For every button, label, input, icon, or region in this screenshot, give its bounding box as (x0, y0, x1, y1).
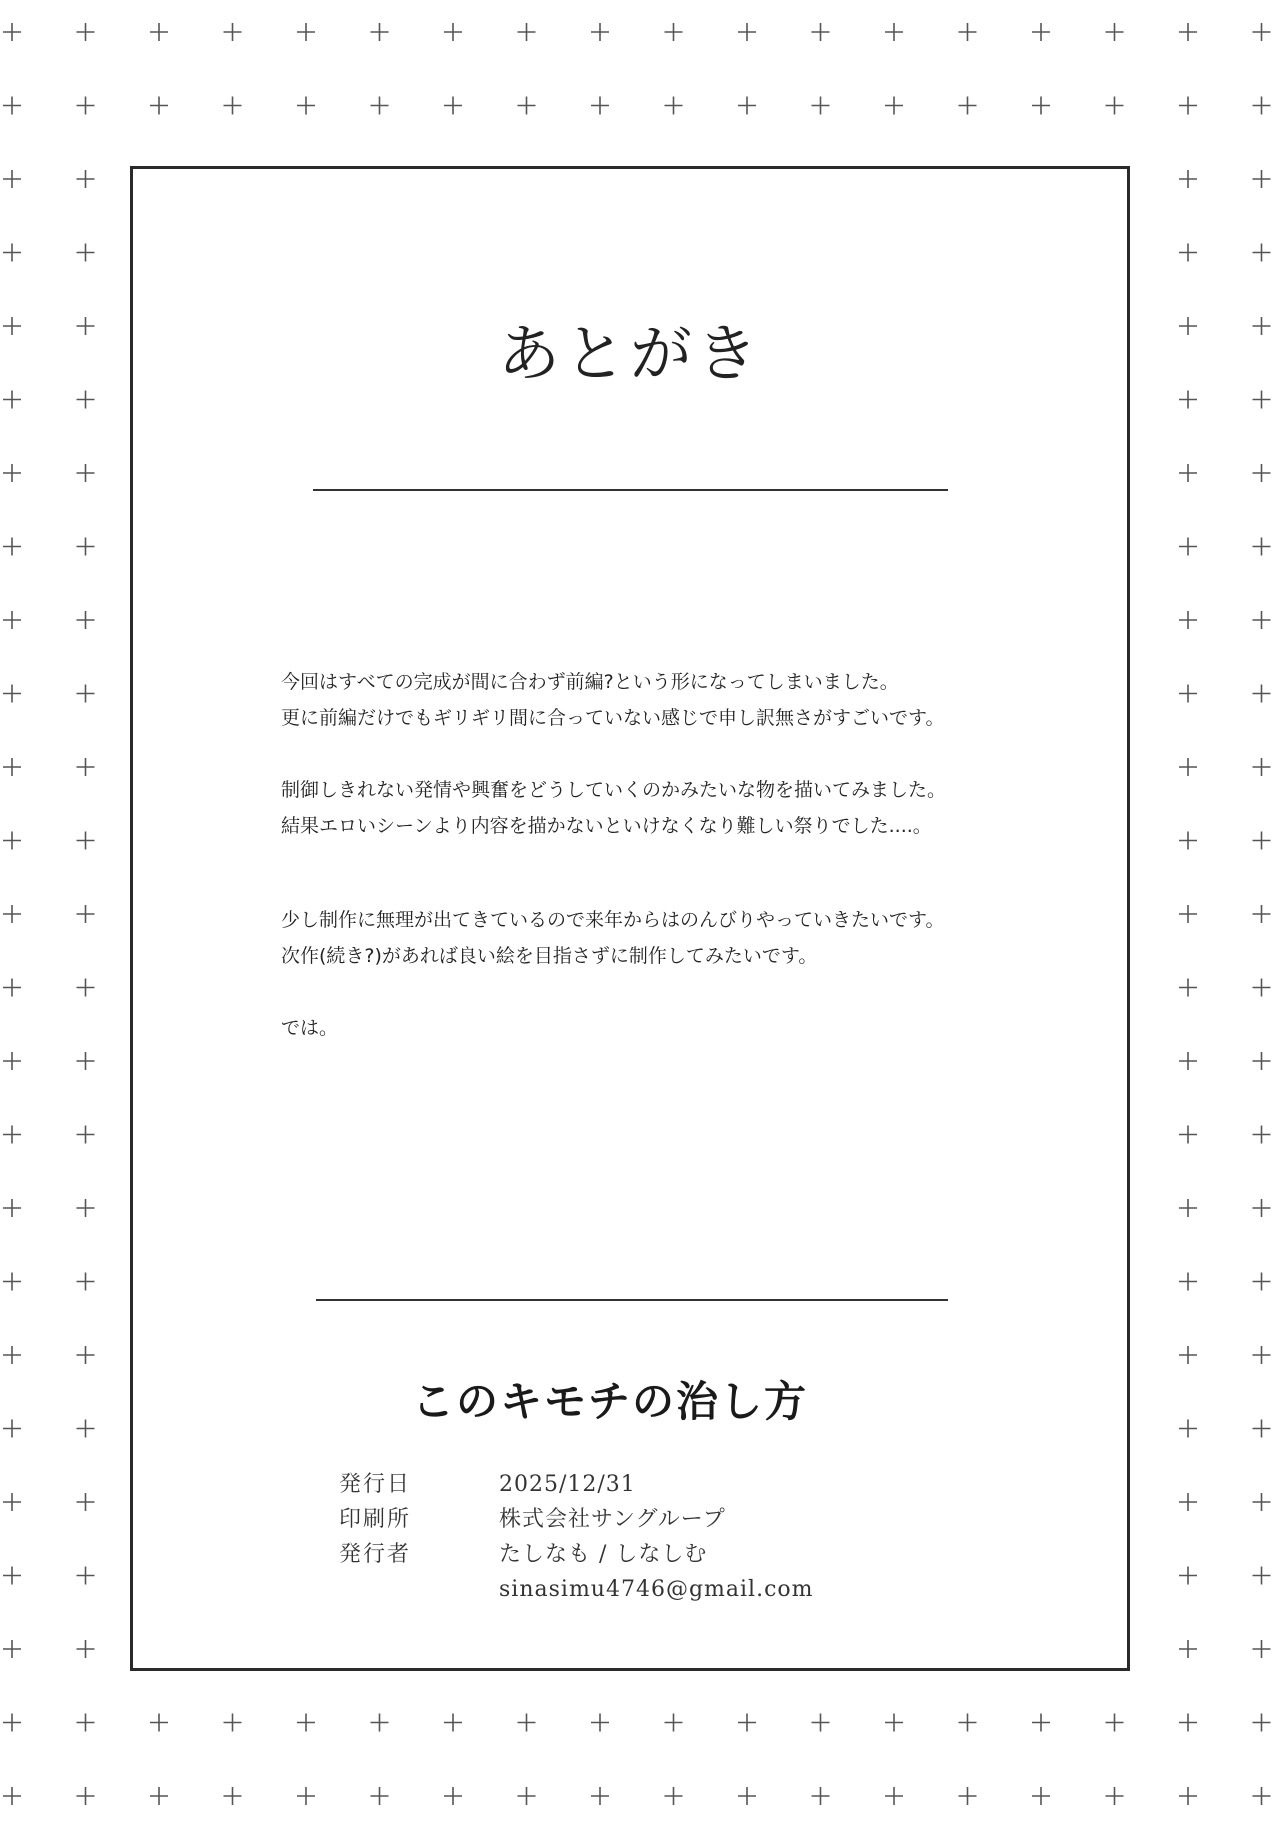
plus-mark (77, 464, 95, 482)
plus-mark (77, 611, 95, 629)
plus-mark (1179, 979, 1197, 997)
paragraph-line: 更に前編だけでもギリギリ間に合っていない感じで申し訳無さがすごいです。 (281, 707, 945, 729)
plus-mark (3, 1199, 21, 1217)
plus-mark (3, 1052, 21, 1070)
plus-mark (1106, 1714, 1124, 1732)
plus-mark (77, 538, 95, 556)
plus-mark (224, 1787, 242, 1805)
plus-mark (1253, 1640, 1271, 1658)
plus-mark (3, 685, 21, 703)
plus-mark (1179, 244, 1197, 262)
plus-mark (77, 685, 95, 703)
plus-mark (77, 1052, 95, 1070)
plus-mark (77, 832, 95, 850)
afterword-frame (130, 166, 1130, 1671)
plus-mark (1253, 1346, 1271, 1364)
plus-mark (444, 1714, 462, 1732)
plus-mark (3, 979, 21, 997)
plus-mark (297, 97, 315, 115)
plus-mark (3, 1787, 21, 1805)
plus-mark (1253, 170, 1271, 188)
plus-mark (77, 758, 95, 776)
plus-mark (738, 23, 756, 41)
colophon-label: 印刷所 (339, 1507, 412, 1532)
plus-mark (1179, 1640, 1197, 1658)
plus-mark (3, 758, 21, 776)
plus-mark (371, 23, 389, 41)
colophon-value: 2025/12/31 (499, 1472, 636, 1497)
plus-mark (1253, 1787, 1271, 1805)
plus-mark (665, 23, 683, 41)
plus-mark (371, 1714, 389, 1732)
title-divider (313, 489, 948, 491)
colophon-label: 発行日 (339, 1472, 412, 1497)
plus-mark (3, 1493, 21, 1511)
plus-mark (518, 97, 536, 115)
plus-mark (3, 1273, 21, 1291)
plus-mark (224, 1714, 242, 1732)
plus-mark (444, 23, 462, 41)
plus-mark (1179, 170, 1197, 188)
plus-mark (77, 97, 95, 115)
plus-mark (1253, 1126, 1271, 1144)
plus-mark (1253, 1493, 1271, 1511)
plus-mark (1179, 1567, 1197, 1585)
plus-mark (1179, 317, 1197, 335)
colophon (339, 1467, 814, 1607)
paragraph-line: 結果エロいシーンより内容を描かないといけなくなり難しい祭りでした....。 (281, 815, 932, 837)
book-title: このキモチの治し方 (411, 1377, 808, 1426)
plus-mark (959, 1787, 977, 1805)
plus-mark (3, 1420, 21, 1438)
colophon-row-publish-date (339, 1467, 814, 1502)
plus-mark (812, 1787, 830, 1805)
plus-mark (1179, 832, 1197, 850)
plus-mark (1253, 758, 1271, 776)
plus-mark (1253, 611, 1271, 629)
plus-mark (1179, 1273, 1197, 1291)
plus-mark (1253, 538, 1271, 556)
plus-mark (885, 23, 903, 41)
plus-mark (3, 1640, 21, 1658)
plus-mark (3, 538, 21, 556)
plus-mark (3, 1346, 21, 1364)
plus-mark (1179, 611, 1197, 629)
plus-mark (77, 979, 95, 997)
contact-email: sinasimu4746@gmail.com (499, 1577, 814, 1602)
plus-mark (1253, 1420, 1271, 1438)
paragraph-2 (281, 772, 1101, 844)
plus-mark (812, 23, 830, 41)
plus-mark (3, 1126, 21, 1144)
plus-mark (1179, 23, 1197, 41)
plus-mark (77, 244, 95, 262)
colophon-label: 発行者 (339, 1542, 412, 1567)
paragraph-line: 次作(続き?)があれば良い絵を目指さずに制作してみたいです。 (281, 945, 818, 967)
plus-mark (77, 23, 95, 41)
plus-mark (959, 1714, 977, 1732)
plus-mark (1253, 979, 1271, 997)
plus-mark (444, 97, 462, 115)
plus-mark (665, 1714, 683, 1732)
plus-mark (1032, 23, 1050, 41)
plus-mark (1179, 758, 1197, 776)
plus-mark (1179, 1493, 1197, 1511)
colophon-row-printer (339, 1502, 814, 1537)
plus-mark (444, 1787, 462, 1805)
plus-mark (3, 464, 21, 482)
plus-mark (77, 1640, 95, 1658)
plus-mark (77, 1346, 95, 1364)
plus-mark (150, 97, 168, 115)
plus-mark (591, 1714, 609, 1732)
paragraph-3 (281, 902, 1101, 974)
plus-mark (3, 1567, 21, 1585)
paragraph-line: 少し制作に無理が出てきているので来年からはのんびりやっていきたいです。 (281, 909, 945, 931)
plus-mark (224, 97, 242, 115)
plus-mark (297, 23, 315, 41)
plus-mark (77, 317, 95, 335)
plus-mark (1253, 391, 1271, 409)
plus-mark (518, 1714, 536, 1732)
plus-mark (885, 1714, 903, 1732)
plus-mark (150, 23, 168, 41)
plus-mark (3, 391, 21, 409)
page-title: あとがき (497, 317, 762, 390)
plus-mark (1032, 97, 1050, 115)
plus-mark (77, 1567, 95, 1585)
plus-mark (738, 1714, 756, 1732)
plus-mark (1179, 1052, 1197, 1070)
plus-mark (77, 1273, 95, 1291)
plus-mark (150, 1787, 168, 1805)
plus-mark (77, 1493, 95, 1511)
plus-mark (518, 1787, 536, 1805)
plus-mark (1106, 23, 1124, 41)
plus-mark (224, 23, 242, 41)
plus-mark (297, 1787, 315, 1805)
plus-mark (1179, 1199, 1197, 1217)
plus-mark (1032, 1787, 1050, 1805)
plus-mark (77, 1126, 95, 1144)
plus-mark (3, 170, 21, 188)
plus-mark (812, 1714, 830, 1732)
plus-mark (1253, 905, 1271, 923)
plus-mark (1179, 1714, 1197, 1732)
plus-mark (3, 244, 21, 262)
plus-mark (1253, 1567, 1271, 1585)
colophon-value: 株式会社サングループ (499, 1507, 726, 1532)
plus-mark (77, 1787, 95, 1805)
plus-mark (1253, 1199, 1271, 1217)
plus-mark (297, 1714, 315, 1732)
plus-mark (77, 391, 95, 409)
plus-mark (885, 1787, 903, 1805)
paragraph-line: 今回はすべての完成が間に合わず前編?という形になってしまいました。 (281, 671, 899, 693)
plus-mark (1253, 1273, 1271, 1291)
plus-mark (3, 23, 21, 41)
plus-mark (665, 97, 683, 115)
plus-mark (812, 97, 830, 115)
plus-mark (1179, 391, 1197, 409)
plus-mark (1179, 905, 1197, 923)
paragraph-line: では。 (281, 1017, 339, 1039)
plus-mark (371, 1787, 389, 1805)
plus-mark (1179, 685, 1197, 703)
plus-mark (1179, 97, 1197, 115)
plus-mark (1253, 317, 1271, 335)
plus-mark (1179, 1346, 1197, 1364)
colophon-row-email (339, 1572, 814, 1607)
plus-mark (3, 905, 21, 923)
plus-mark (885, 97, 903, 115)
plus-mark (1253, 1052, 1271, 1070)
plus-mark (3, 611, 21, 629)
plus-mark (665, 1787, 683, 1805)
colophon-label (339, 1572, 499, 1607)
paragraph-1 (281, 664, 1101, 736)
plus-mark (371, 97, 389, 115)
plus-mark (1253, 97, 1271, 115)
plus-mark (1106, 1787, 1124, 1805)
plus-mark (518, 23, 536, 41)
plus-mark (959, 23, 977, 41)
plus-mark (77, 905, 95, 923)
plus-mark (1179, 1126, 1197, 1144)
plus-mark (1253, 1714, 1271, 1732)
plus-mark (1032, 1714, 1050, 1732)
plus-mark (1253, 685, 1271, 703)
plus-mark (3, 317, 21, 335)
plus-mark (1253, 464, 1271, 482)
plus-mark (1179, 1420, 1197, 1438)
plus-mark (1253, 244, 1271, 262)
plus-mark (1179, 1787, 1197, 1805)
plus-mark (1253, 23, 1271, 41)
plus-mark (77, 1199, 95, 1217)
paragraph-4 (281, 1010, 1101, 1046)
plus-mark (3, 1714, 21, 1732)
afterword-body (281, 664, 1101, 1082)
plus-mark (3, 832, 21, 850)
plus-mark (959, 97, 977, 115)
plus-mark (1179, 464, 1197, 482)
colophon-value: たしなも / しなしむ (499, 1542, 708, 1567)
plus-mark (591, 23, 609, 41)
plus-mark (77, 1714, 95, 1732)
plus-mark (77, 170, 95, 188)
plus-mark (77, 1420, 95, 1438)
colophon-row-publisher (339, 1537, 814, 1572)
paragraph-line: 制御しきれない発情や興奮をどうしていくのかみたいな物を描いてみました。 (281, 779, 947, 801)
plus-mark (150, 1714, 168, 1732)
plus-mark (738, 97, 756, 115)
plus-mark (1253, 832, 1271, 850)
plus-mark (3, 97, 21, 115)
colophon-divider (316, 1299, 948, 1301)
plus-mark (1179, 538, 1197, 556)
plus-mark (1106, 97, 1124, 115)
plus-mark (591, 97, 609, 115)
plus-mark (738, 1787, 756, 1805)
plus-mark (591, 1787, 609, 1805)
